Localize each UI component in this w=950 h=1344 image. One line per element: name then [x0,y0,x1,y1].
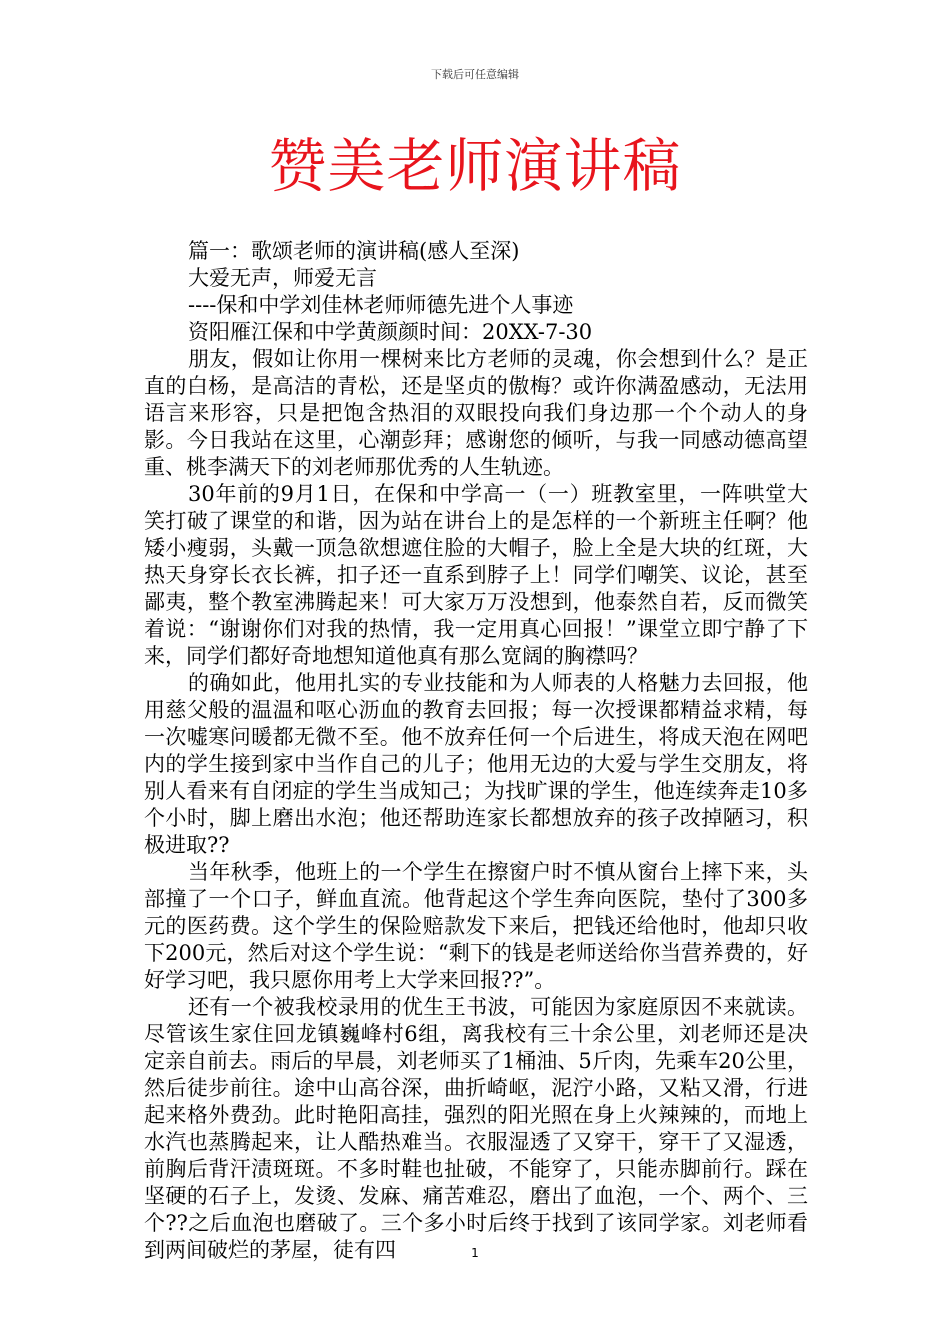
intro-line-subtitle: 大爱无声，师爱无言 [188,266,377,290]
paragraph: 还有一个被我校录用的优生王书波，可能因为家庭原因不来就读。尽管该生家住回龙镇巍峰村6组，离我校有三十余公里，刘老师还是决定亲自前去。雨后的早晨，刘老师买了1桶油、5斤肉，先乘车20公里，然后徒步前往。途中山高谷深，曲折崎岖，泥泞小路，又粘又滑，行进起来格外费劲。此时艳阳高挂，强烈的阳光照在身上火辣辣的，而地上水汽也蒸腾起来，让人酷热难当。衣服湿透了又穿干，穿干了又湿透，前胸后背汗渍斑斑。不多时鞋也扯破，不能穿了，只能赤脚前行。踩在坚硬的石子上，发烫、发麻、痛苦难忍，磨出了血泡，一个、两个、三个??之后血泡也磨破了。三个多小时后终于找到了该同学家。刘老师看到两间破烂的茅屋，徒有四 [144,995,808,1262]
document-body [144,238,808,1264]
intro-line-author-date: 资阳雁江保和中学黄颜颜时间：20XX-7-30 [188,320,593,344]
intro-line-dedication: ----保和中学刘佳林老师师德先进个人事迹 [188,293,574,317]
paragraph: 30年前的9月1日，在保和中学高一（一）班教室里，一阵哄堂大笑打破了课堂的和谐，因为站在讲台上的是怎样的一个新班主任啊？他矮小瘦弱，头戴一顶急欲想遮住脸的大帽子，脸上全是大块的红斑，大热天身穿长衣长裤，扣子还一直系到脖子上！同学们嘲笑、议论，甚至鄙夷，整个教室沸腾起来！可大家万万没想到，他泰然自若，反而微笑着说：“谢谢你们对我的热情，我一定用真心回报！”课堂立即宁静了下来，同学们都好奇地想知道他真有那么宽阔的胸襟吗？ [144,482,808,668]
paragraph: 的确如此，他用扎实的专业技能和为人师表的人格魅力去回报，他用慈父般的温温和呕心沥血的教育去回报；每一次授课都精益求精，每一次嘘寒问暖都无微不至。他不放弃任何一个后进生，将成天泡在网吧内的学生接到家中当作自己的儿子；他用无边的大爱与学生交朋友，将别人看来有自闭症的学生当成知己；为找旷课的学生，他连续奔走10多个小时，脚上磨出水泡；他还帮助连家长都想放弃的孩子改掉陋习，积极进取?? [144,671,808,857]
document-title: 赞美老师演讲稿 [268,132,682,200]
paragraph: 朋友，假如让你用一棵树来比方老师的灵魂，你会想到什么？是正直的白杨，是高洁的青松，还是坚贞的傲梅？或许你满盈感动，无法用语言来形容，只是把饱含热泪的双眼投向我们身边那一个个动人的身影。今日我站在这里，心潮彭拜；感谢您的倾听，与我一同感动德高望重、桃李满天下的刘老师那优秀的人生轨迹。 [144,347,808,479]
paragraph: 当年秋季，他班上的一个学生在擦窗户时不慎从窗台上摔下来，头部撞了一个口子，鲜血直流。他背起这个学生奔向医院，垫付了300多元的医药费。这个学生的保险赔款发下来后，把钱还给他时，他却只收下200元，然后对这个学生说：“剩下的钱是老师送给你当营养费的，好好学习吧，我只愿你用考上大学来回报??”。 [144,860,808,992]
intro-line-section-heading: 篇一：歌颂老师的演讲稿(感人至深) [188,239,520,263]
page-number: 1 [471,1246,479,1260]
header-note: 下载后可任意编辑 [431,68,519,81]
